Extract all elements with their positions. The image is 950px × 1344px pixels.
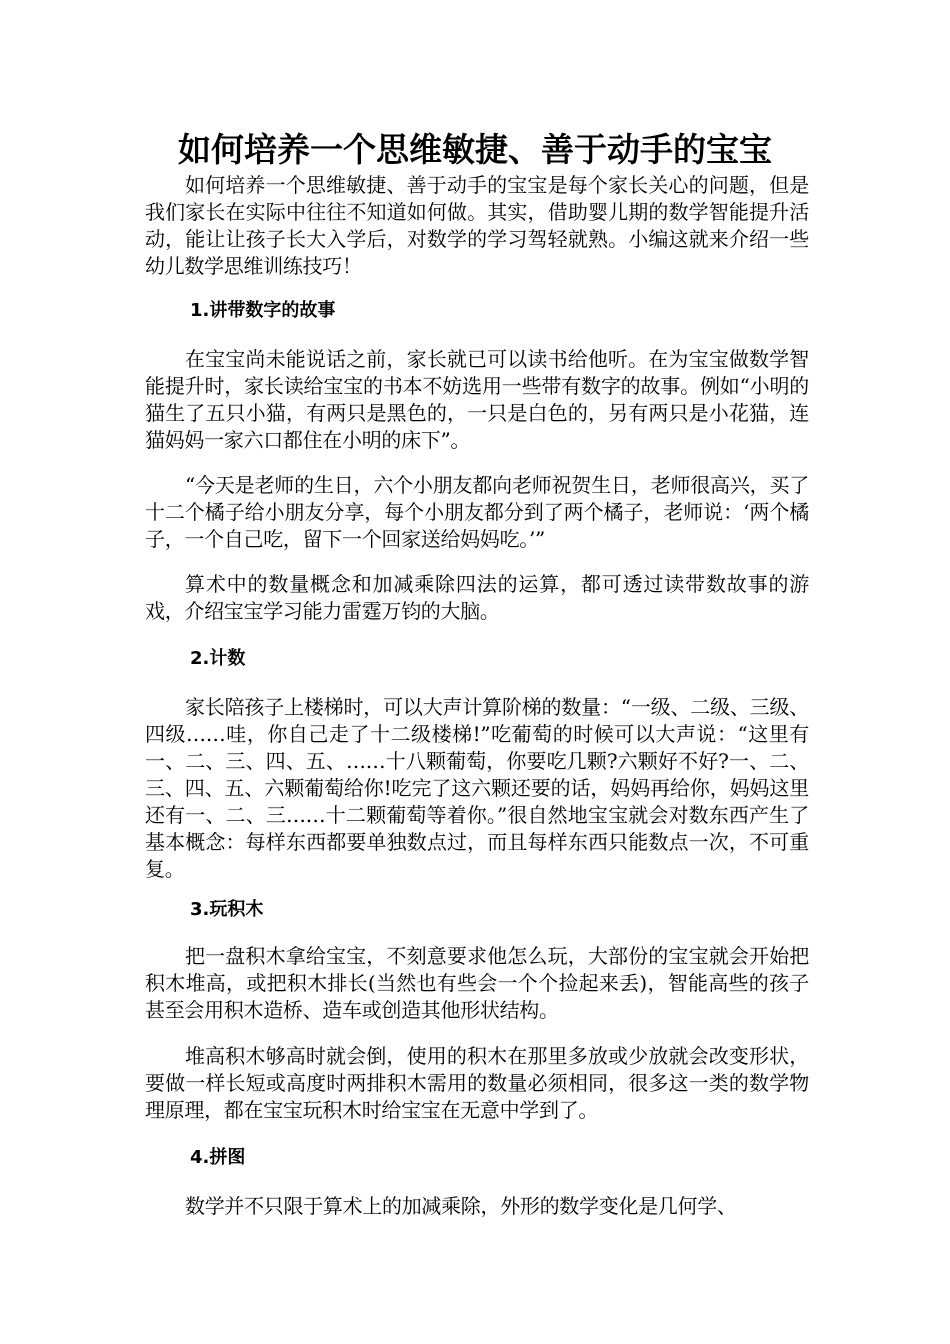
intro-paragraph: 如何培养一个思维敏捷、善于动手的宝宝是每个家长关心的问题，但是我们家长在实际中往往不知道如何做。其实，借助婴儿期的数学智能提升活动，能让让孩子长大入学后，对数学的学习驾轻就熟。小编这就来介绍一些幼儿数学思维训练技巧！ xyxy=(145,173,809,278)
section-1-paragraph-2: “今天是老师的生日，六个小朋友都向老师祝贺生日，老师很高兴，买了十二个橘子给小朋友分享，每个小朋友都分到了两个橘子，老师说：‘两个橘子，一个自己吃，留下一个回家送给妈妈吃。’” xyxy=(145,473,809,551)
section-heading-3: 3.玩积木 xyxy=(190,899,264,920)
section-heading-4: 4.拼图 xyxy=(190,1147,246,1168)
section-heading-2: 2.计数 xyxy=(190,648,246,669)
page-title: 如何培养一个思维敏捷、善于动手的宝宝 xyxy=(178,130,772,169)
section-4-paragraph-1: 数学并不只限于算术上的加减乘除，外形的数学变化是几何学、 xyxy=(185,1194,737,1218)
section-2-paragraph-1: 家长陪孩子上楼梯时，可以大声计算阶梯的数量：“一级、二级、三级、四级……哇，你自己走了十二级楼梯!”吃葡萄的时候可以大声说：“这里有一、二、三、四、五、……十八颗葡萄，你要吃几颗?六颗好不好?一、二、三、四、五、六颗葡萄给你!吃完了这六颗还要的话，妈妈再给你，妈妈这里还有一、二、三……十二颗葡萄等着你。”很自然地宝宝就会对数东西产生了基本概念：每样东西都要单独数点过，而且每样东西只能数点一次，不可重复。 xyxy=(145,695,809,881)
section-3-paragraph-2: 堆高积木够高时就会倒，使用的积木在那里多放或少放就会改变形状，要做一样长短或高度时两排积木需用的数量必须相同，很多这一类的数学物理原理，都在宝宝玩积木时给宝宝在无意中学到了。 xyxy=(145,1044,809,1122)
section-1-paragraph-3: 算术中的数量概念和加减乘除四法的运算，都可透过读带数故事的游戏，介绍宝宝学习能力雷霆万钧的大脑。 xyxy=(145,572,809,623)
section-1-paragraph-1: 在宝宝尚未能说话之前，家长就已可以读书给他听。在为宝宝做数学智能提升时，家长读给宝宝的书本不妨选用一些带有数字的故事。例如“小明的猫生了五只小猫，有两只是黑色的，一只是白色的，另有两只是小花猫，连猫妈妈一家六口都住在小明的床下”。 xyxy=(145,347,809,452)
section-3-paragraph-1: 把一盘积木拿给宝宝，不刻意要求他怎么玩，大部份的宝宝就会开始把积木堆高，或把积木排长(当然也有些会一个个捡起来丢)，智能高些的孩子甚至会用积木造桥、造车或创造其他形状结构。 xyxy=(145,944,809,1022)
section-heading-1: 1.讲带数字的故事 xyxy=(190,300,336,321)
